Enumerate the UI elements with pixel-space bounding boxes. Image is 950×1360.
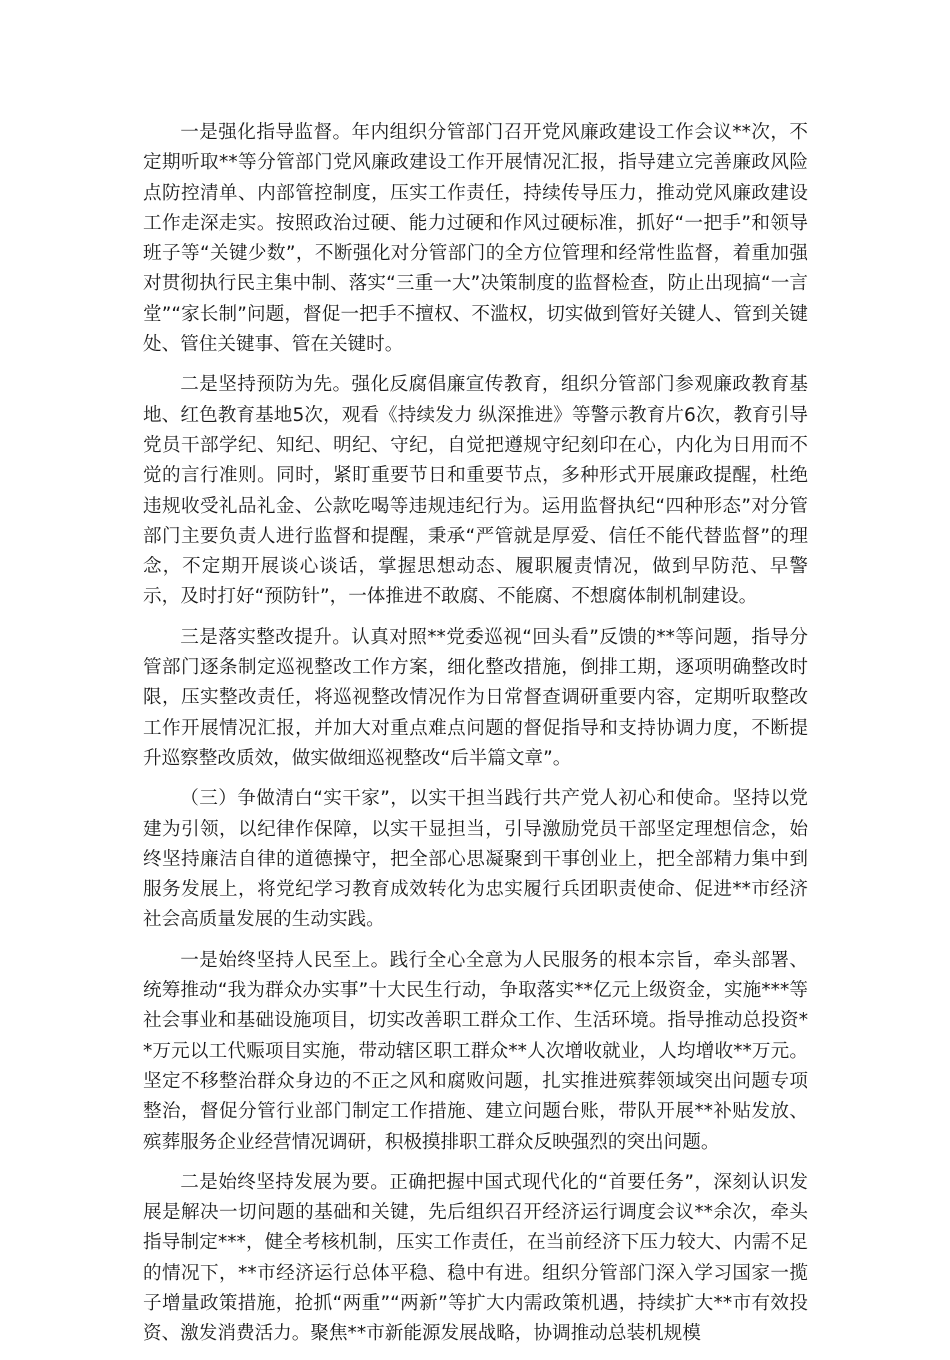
paragraph-section-three-heading: （三）争做清白“实干家”，以实干担当践行共产党人初心和使命。坚持以党建为引领，以纪律作保障，以实干显担当，引导激励党员干部坚定理想信念，始终坚持廉洁自律的道德操守，把全部心思凝聚到干事创业上，把全部精力集中到服务发展上，将党纪学习教育成效转化为忠实履行兵团职责使命、促进**市经济社会高质量发展的生动实践。 xyxy=(143,788,808,931)
paragraph-rectification: 三是落实整改提升。认真对照**党委巡视“回头看”反馈的**等问题，指导分管部门逐条制定巡视整改工作方案，细化整改措施，倒排工期，逐项明确整改时限，压实整改责任，将巡视整改情况作为日常督查调研重要内容，定期听取整改工作开展情况汇报，并加大对重点难点问题的督促指导和支持协调力度，不断提升巡察整改质效，做实做细巡视整改“后半篇文章”。 xyxy=(143,626,808,769)
paragraph-development-first: 二是始终坚持发展为要。正确把握中国式现代化的“首要任务”，深刻认识发展是解决一切问题的基础和关键，先后组织召开经济运行调度会议**余次，牵头指导制定***，健全考核机制，压实工作责任，在当前经济下压力较大、内需不足的情况下，**市经济运行总体平稳、稳中有进。组织分管部门深入学习国家一揽子增量政策措施，抢抓“两重”“两新”等扩大内需政策机遇，持续扩大**市有效投资、激发消费活力。聚焦**市新能源发展战略，协调推动总装机规模 xyxy=(143,1171,808,1345)
paragraph-strengthen-supervision: 一是强化指导监督。年内组织分管部门召开党风廉政建设工作会议**次，不定期听取**等分管部门党风廉政建设工作开展情况汇报，指导建立完善廉政风险点防控清单、内部管控制度，压实工作责任，持续传导压力，推动党风廉政建设工作走深走实。按照政治过硬、能力过硬和作风过硬标准，抓好“一把手”和领导班子等“关键少数”，不断强化对分管部门的全方位管理和经常性监督，着重加强对贯彻执行民主集中制、落实“三重一大”决策制度的监督检查，防止出现搞“一言堂”“家长制”问题，督促一把手不擅权、不滥权，切实做到管好关键人、管到关键处、管住关键事、管在关键时。 xyxy=(143,122,808,356)
paragraph-prevention-first: 二是坚持预防为先。强化反腐倡廉宣传教育，组织分管部门参观廉政教育基地、红色教育基地5次，观看《持续发力 纵深推进》等警示教育片6次，教育引导党员干部学纪、知纪、明纪、守纪，自觉把遵规守纪刻印在心，内化为日用而不觉的言行准则。同时，紧盯重要节日和重要节点，多种形式开展廉政提醒，杜绝违规收受礼品礼金、公款吃喝等违规违纪行为。运用监督执纪“四种形态”对分管部门主要负责人进行监督和提醒，秉承“严管就是厚爱、信任不能代替监督”的理念，不定期开展谈心谈话，掌握思想动态、履职履责情况，做到早防范、早警示，及时打好“预防针”，一体推进不敢腐、不能腐、不想腐体制机制建设。 xyxy=(143,374,808,608)
document-body xyxy=(143,118,808,1360)
paragraph-people-first: 一是始终坚持人民至上。践行全心全意为人民服务的根本宗旨，牵头部署、统筹推动“我为群众办实事”十大民生行动，争取落实**亿元上级资金，实施***等社会事业和基础设施项目，切实改善职工群众工作、生活环境。指导推动总投资**万元以工代赈项目实施，带动辖区职工群众**人次增收就业，人均增收**万元。坚定不移整治群众身边的不正之风和腐败问题，扎实推进殡葬领域突出问题专项整治，督促分管行业部门制定工作措施、建立问题台账，带队开展**补贴发放、殡葬服务企业经营情况调研，积极摸排职工群众反映强烈的突出问题。 xyxy=(143,949,808,1153)
